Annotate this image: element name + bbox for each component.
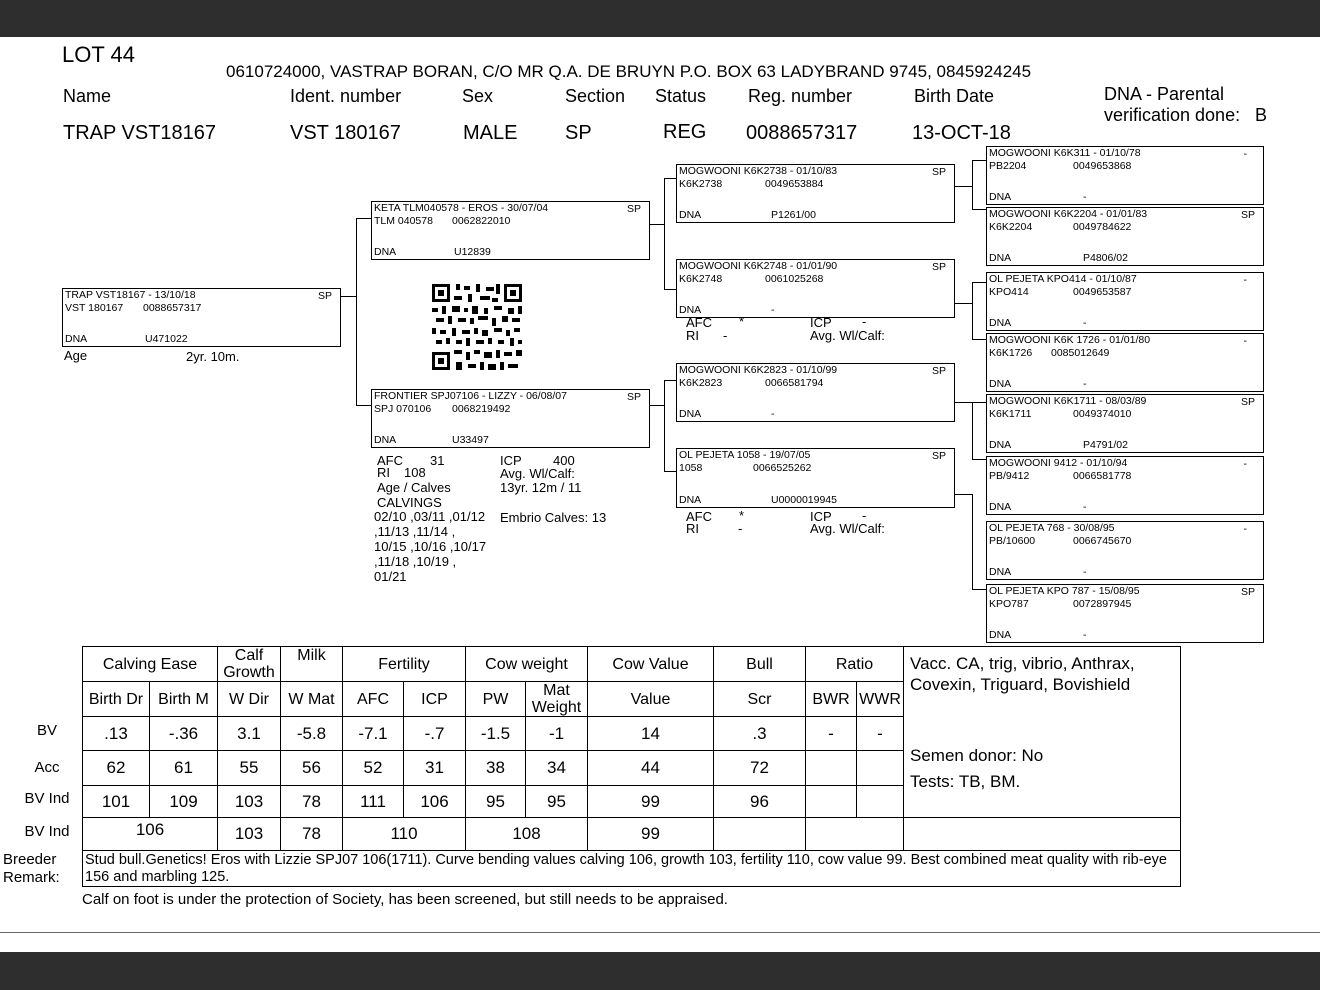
gp-dna-label: DNA <box>679 408 702 420</box>
breeder-label: Breeder <box>3 851 57 868</box>
bvind-cell: 111 <box>343 786 404 818</box>
animal-reg: 0088657317 <box>746 122 858 144</box>
dam-box <box>371 389 650 448</box>
gp-id: K6K2748 <box>679 273 723 285</box>
owner-line: 0610724000, VASTRAP BORAN, C/O MR Q.A. DE BRUYN P.O. BOX 63 LADYBRAND 9745, 0845924245 <box>226 62 1032 81</box>
bvind-cell: 103 <box>218 786 281 818</box>
ggp-dna: - <box>1083 378 1087 390</box>
acc-cell <box>806 751 857 786</box>
bv-cell: 3.1 <box>218 717 281 751</box>
ggp-id: PB/10600 <box>989 535 1036 547</box>
sub-pw: PW <box>466 682 526 717</box>
acc-cell: 62 <box>83 751 150 786</box>
dam-calvings-line: ,11/13 ,11/14 , <box>374 524 456 539</box>
header-status: Status <box>655 86 707 106</box>
gp-ri-label: RI <box>686 328 699 343</box>
footer-note: Calf on foot is under the protection of Society, has been screened, but still needs to be appraised. <box>82 891 728 908</box>
ggp-section: - <box>1243 523 1247 535</box>
bv-cell: -.7 <box>404 717 466 751</box>
row-label-bvind: BV Ind <box>24 790 70 807</box>
bv-cell: 14 <box>588 717 714 751</box>
sub-birth-m: Birth M <box>150 682 218 717</box>
bvind-cell: 96 <box>714 786 806 818</box>
group-milk: Milk <box>281 647 343 682</box>
ggp-dna: - <box>1083 566 1087 578</box>
semen-donor: Semen donor: No <box>910 746 1044 765</box>
header-birth: Birth Date <box>914 86 995 106</box>
acc-cell: 61 <box>150 751 218 786</box>
gp-title: MOGWOONI K6K2823 - 01/10/99 <box>679 364 838 376</box>
gp-afc: * <box>739 314 745 329</box>
bv-cell: .3 <box>714 717 806 751</box>
ggp-title: OL PEJETA KPO414 - 01/10/87 <box>989 273 1137 285</box>
ggp-dna-label: DNA <box>989 439 1012 451</box>
dam-embrio: Embrio Calves: 13 <box>500 510 607 525</box>
dam-afc: 31 <box>430 453 445 468</box>
acc-cell: 72 <box>714 751 806 786</box>
acc-cell: 56 <box>281 751 343 786</box>
row-label-acc: Acc <box>34 759 60 776</box>
dam-calvings-line: ,11/18 ,10/19 , <box>374 554 457 569</box>
bv-cell: - <box>806 717 857 751</box>
breeding-values-table <box>82 646 1181 887</box>
acc-cell <box>857 751 904 786</box>
gp-ri: - <box>723 328 728 343</box>
bvind-cell: 109 <box>150 786 218 818</box>
dam-calvings-line: 10/15 ,10/16 ,10/17 <box>374 539 487 554</box>
acc-cell: 31 <box>404 751 466 786</box>
sub-w-dir: W Dir <box>218 682 281 717</box>
bvind-combined-cell: 78 <box>281 818 343 851</box>
header-sex: Sex <box>462 86 494 106</box>
ggp-section: SP <box>1240 209 1255 221</box>
bvind-combined-cell: 103 <box>218 818 281 851</box>
ggp-reg: 0072897945 <box>1073 598 1132 610</box>
ggp-id: KPO787 <box>989 598 1029 610</box>
grandparent-box <box>676 164 955 223</box>
bvind-combined-cell: 106 <box>83 818 218 851</box>
group-calf-growth: Calf Growth <box>218 647 281 682</box>
sire-box <box>371 201 650 260</box>
animal-status: REG <box>663 121 707 143</box>
subject-id: VST 180167 <box>65 302 124 314</box>
ggp-dna-label: DNA <box>989 317 1012 329</box>
bv-cell: -1.5 <box>466 717 526 751</box>
lot-number: LOT 44 <box>62 42 135 67</box>
great-grandparent-box <box>986 207 1264 266</box>
subject-age-label: Age <box>64 348 88 363</box>
sub-afc: AFC <box>343 682 404 717</box>
header-reg: Reg. number <box>748 86 853 106</box>
ggp-section: - <box>1243 148 1247 160</box>
ggp-reg: 0049653868 <box>1073 160 1132 172</box>
ggp-section: SP <box>1240 586 1255 598</box>
header-section: Section <box>565 86 626 106</box>
gp-afc-label: AFC <box>686 315 712 330</box>
ggp-id: PB2204 <box>989 160 1027 172</box>
gp-reg: 0066525262 <box>753 462 812 474</box>
dam-agecalves: 13yr. 12m / 11 <box>500 480 582 495</box>
dam-icp-label: ICP <box>500 453 522 468</box>
ggp-id: PB/9412 <box>989 470 1030 482</box>
acc-cell: 52 <box>343 751 404 786</box>
subject-dna: U471022 <box>145 333 188 345</box>
animal-sex: MALE <box>463 122 518 144</box>
dam-afc-label: AFC <box>377 453 403 468</box>
header-name: Name <box>63 86 112 106</box>
gp-reg: 0061025268 <box>765 273 824 285</box>
grandparent-box <box>676 259 955 318</box>
group-ratio: Ratio <box>806 647 904 682</box>
dam-calvings-label: CALVINGS <box>377 495 442 510</box>
qr-code <box>432 284 522 370</box>
grandparent-box <box>676 363 955 422</box>
sire-dna-label: DNA <box>374 246 397 258</box>
sub-icp: ICP <box>404 682 466 717</box>
ggp-reg: 0049374010 <box>1073 408 1132 420</box>
sire-title: KETA TLM040578 - EROS - 30/07/04 <box>374 202 549 214</box>
gp-avg-label: Avg. Wl/Calf: <box>810 521 885 536</box>
bvind-cell: 78 <box>281 786 343 818</box>
gp-icp-label: ICP <box>810 509 832 524</box>
tests: Tests: TB, BM. <box>910 772 1021 791</box>
dam-title: FRONTIER SPJ07106 - LIZZY - 06/08/07 <box>374 390 567 402</box>
dam-ri-label: RI <box>377 465 390 480</box>
sub-value: Value <box>588 682 714 717</box>
gp-icp: - <box>862 314 867 329</box>
ggp-id: K6K1726 <box>989 347 1033 359</box>
animal-birth: 13-OCT-18 <box>912 122 1011 144</box>
animal-section: SP <box>565 122 592 144</box>
great-grandparent-box <box>986 584 1264 643</box>
acc-cell: 34 <box>526 751 588 786</box>
great-grandparent-box <box>986 521 1264 580</box>
gp-title: OL PEJETA 1058 - 19/07/05 <box>679 449 811 461</box>
ggp-dna-label: DNA <box>989 191 1012 203</box>
bottom-bar <box>0 952 1320 990</box>
ggp-title: MOGWOONI 9412 - 01/10/94 <box>989 457 1128 469</box>
gp-dna-label: DNA <box>679 304 702 316</box>
bv-cell: -1 <box>526 717 588 751</box>
bvind-cell: 95 <box>526 786 588 818</box>
gp-dna: P1261/00 <box>771 209 816 221</box>
dam-dna: U33497 <box>452 434 489 446</box>
ggp-dna-label: DNA <box>989 501 1012 513</box>
gp-dna: U0000019945 <box>771 494 837 506</box>
ggp-title: OL PEJETA KPO 787 - 15/08/95 <box>989 585 1140 597</box>
gp-reg: 0066581794 <box>765 377 824 389</box>
ggp-dna-label: DNA <box>989 566 1012 578</box>
dam-agecalves-label: Age / Calves <box>377 480 451 495</box>
group-calving-ease: Calving Ease <box>83 647 218 682</box>
sire-dna: U12839 <box>454 246 491 258</box>
subject-box <box>62 288 341 347</box>
notes-empty-cell <box>904 818 1181 851</box>
ggp-dna: P4806/02 <box>1083 252 1128 264</box>
gp-ri-label: RI <box>686 521 699 536</box>
bv-cell: .13 <box>83 717 150 751</box>
bvind-combined-cell <box>714 818 806 851</box>
great-grandparent-box <box>986 333 1264 392</box>
ggp-id: K6K1711 <box>989 408 1032 420</box>
animal-ident: VST 180167 <box>290 122 401 144</box>
gp-dna-label: DNA <box>679 494 702 506</box>
gp-dna-label: DNA <box>679 209 702 221</box>
ggp-dna: - <box>1083 629 1087 641</box>
acc-cell: 38 <box>466 751 526 786</box>
gp-ri: - <box>738 521 743 536</box>
ggp-reg: 0085012649 <box>1051 347 1110 359</box>
bottom-rule <box>0 932 1320 933</box>
gp-section: SP <box>931 166 946 178</box>
gp-afc-label: AFC <box>686 509 712 524</box>
dam-section: SP <box>626 391 641 403</box>
gp-title: MOGWOONI K6K2748 - 01/01/90 <box>679 260 838 272</box>
sub-w-mat: W Mat <box>281 682 343 717</box>
sire-reg: 0062822010 <box>452 215 511 227</box>
bvind-cell <box>806 786 857 818</box>
breeder-remark: Stud bull.Genetics! Eros with Lizzie SPJ07 106(1711). Curve bending values calving 106, growth 103, fertility 110, cow value 99. Best combined meat quality with rib-eye 156 and marbling 125. <box>83 851 1181 887</box>
gp-section: SP <box>931 450 946 462</box>
ggp-title: MOGWOONI K6K 1726 - 01/01/80 <box>989 334 1151 346</box>
group-cow-weight: Cow weight <box>466 647 588 682</box>
great-grandparent-box <box>986 394 1264 453</box>
dam-id: SPJ 070106 <box>374 403 432 415</box>
ggp-title: OL PEJETA 768 - 30/08/95 <box>989 522 1115 534</box>
dam-calvings-line: 01/21 <box>374 569 407 584</box>
sub-wwr: WWR <box>857 682 904 717</box>
gp-icp-label: ICP <box>810 315 832 330</box>
dam-reg: 0068219492 <box>452 403 511 415</box>
gp-avg-label: Avg. Wl/Calf: <box>810 328 885 343</box>
ggp-dna: P4791/02 <box>1083 439 1128 451</box>
ggp-title: MOGWOONI K6K311 - 01/10/78 <box>989 147 1141 159</box>
ggp-title: MOGWOONI K6K1711 - 08/03/89 <box>989 395 1147 407</box>
sub-scr: Scr <box>714 682 806 717</box>
row-label-bv: BV <box>36 722 57 739</box>
header-dna-1: DNA - Parental <box>1104 84 1225 104</box>
gp-reg: 0049653884 <box>765 178 824 190</box>
ggp-id: K6K2204 <box>989 221 1033 233</box>
dam-calvings-line: 02/10 ,03/11 ,01/12 <box>374 509 486 524</box>
bvind-combined-row <box>83 818 1181 851</box>
bvind-combined-cell: 110 <box>343 818 466 851</box>
vaccination-notes: Vacc. CA, trig, vibrio, Anthrax, Covexin, Triguard, Bovishield <box>910 654 1135 694</box>
bvind-combined-cell: 99 <box>588 818 714 851</box>
sub-bwr: BWR <box>806 682 857 717</box>
ggp-section: - <box>1243 274 1247 286</box>
gp-id: K6K2823 <box>679 377 723 389</box>
sub-mat-weight: Mat Weight <box>526 682 588 717</box>
ggp-dna: - <box>1083 191 1087 203</box>
gp-icp: - <box>862 508 867 523</box>
ggp-dna-label: DNA <box>989 252 1012 264</box>
acc-cell: 55 <box>218 751 281 786</box>
bv-cell: - <box>857 717 904 751</box>
bvind-cell: 99 <box>588 786 714 818</box>
ggp-section: SP <box>1240 396 1255 408</box>
row-label-bvind-combined: BV Ind <box>24 823 70 840</box>
ggp-dna-label: DNA <box>989 378 1012 390</box>
bvind-combined-cell <box>806 818 904 851</box>
ggp-title: MOGWOONI K6K2204 - 01/01/83 <box>989 208 1148 220</box>
grandparent-box <box>676 448 955 508</box>
header-ident: Ident. number <box>290 86 402 106</box>
gp-afc: * <box>739 508 745 523</box>
notes-cell <box>904 647 1181 818</box>
ggp-id: KPO414 <box>989 286 1029 298</box>
gp-id: K6K2738 <box>679 178 723 190</box>
bvind-cell: 101 <box>83 786 150 818</box>
dna-verification-value: B <box>1255 105 1268 125</box>
bvind-cell <box>857 786 904 818</box>
ggp-reg: 0066581778 <box>1073 470 1132 482</box>
header-dna-2: verification done: <box>1104 105 1241 125</box>
gp-dna: - <box>771 304 775 316</box>
bvind-combined-cell: 108 <box>466 818 588 851</box>
subject-section: SP <box>317 290 332 302</box>
ggp-dna: - <box>1083 501 1087 513</box>
sire-section: SP <box>626 203 641 215</box>
bvind-cell: 106 <box>404 786 466 818</box>
great-grandparent-box <box>986 456 1264 515</box>
sire-id: TLM 040578 <box>374 215 433 227</box>
animal-name: TRAP VST18167 <box>63 122 217 144</box>
ggp-dna: - <box>1083 317 1087 329</box>
subject-title: TRAP VST18167 - 13/10/18 <box>65 289 196 301</box>
bvind-cell: 95 <box>466 786 526 818</box>
dam-icp: 400 <box>553 453 575 468</box>
subject-age: 2yr. 10m. <box>186 349 240 364</box>
ggp-section: - <box>1243 335 1247 347</box>
group-fertility: Fertility <box>343 647 466 682</box>
gp-dna: - <box>771 408 775 420</box>
remark-label: Remark: <box>3 869 60 886</box>
great-grandparent-box <box>986 146 1264 205</box>
bv-cell: -.36 <box>150 717 218 751</box>
subject-reg: 0088657317 <box>143 302 202 314</box>
group-bull: Bull <box>714 647 806 682</box>
ggp-reg: 0066745670 <box>1073 535 1132 547</box>
group-cow-value: Cow Value <box>588 647 714 682</box>
gp-section: SP <box>931 365 946 377</box>
ggp-reg: 0049653587 <box>1073 286 1132 298</box>
bv-cell: -7.1 <box>343 717 404 751</box>
dam-dna-label: DNA <box>374 434 397 446</box>
ggp-dna-label: DNA <box>989 629 1012 641</box>
great-grandparent-box <box>986 272 1264 331</box>
gp-id: 1058 <box>679 462 703 474</box>
top-bar <box>0 0 1320 37</box>
subject-dna-label: DNA <box>65 333 88 345</box>
gp-title: MOGWOONI K6K2738 - 01/10/83 <box>679 165 838 177</box>
dam-ri: 108 <box>404 465 426 480</box>
gp-section: SP <box>931 261 946 273</box>
sub-birth-dr: Birth Dr <box>83 682 150 717</box>
ggp-reg: 0049784622 <box>1073 221 1132 233</box>
bv-cell: -5.8 <box>281 717 343 751</box>
dam-avg-label: Avg. Wl/Calf: <box>500 466 575 481</box>
ggp-section: - <box>1243 458 1247 470</box>
acc-cell: 44 <box>588 751 714 786</box>
